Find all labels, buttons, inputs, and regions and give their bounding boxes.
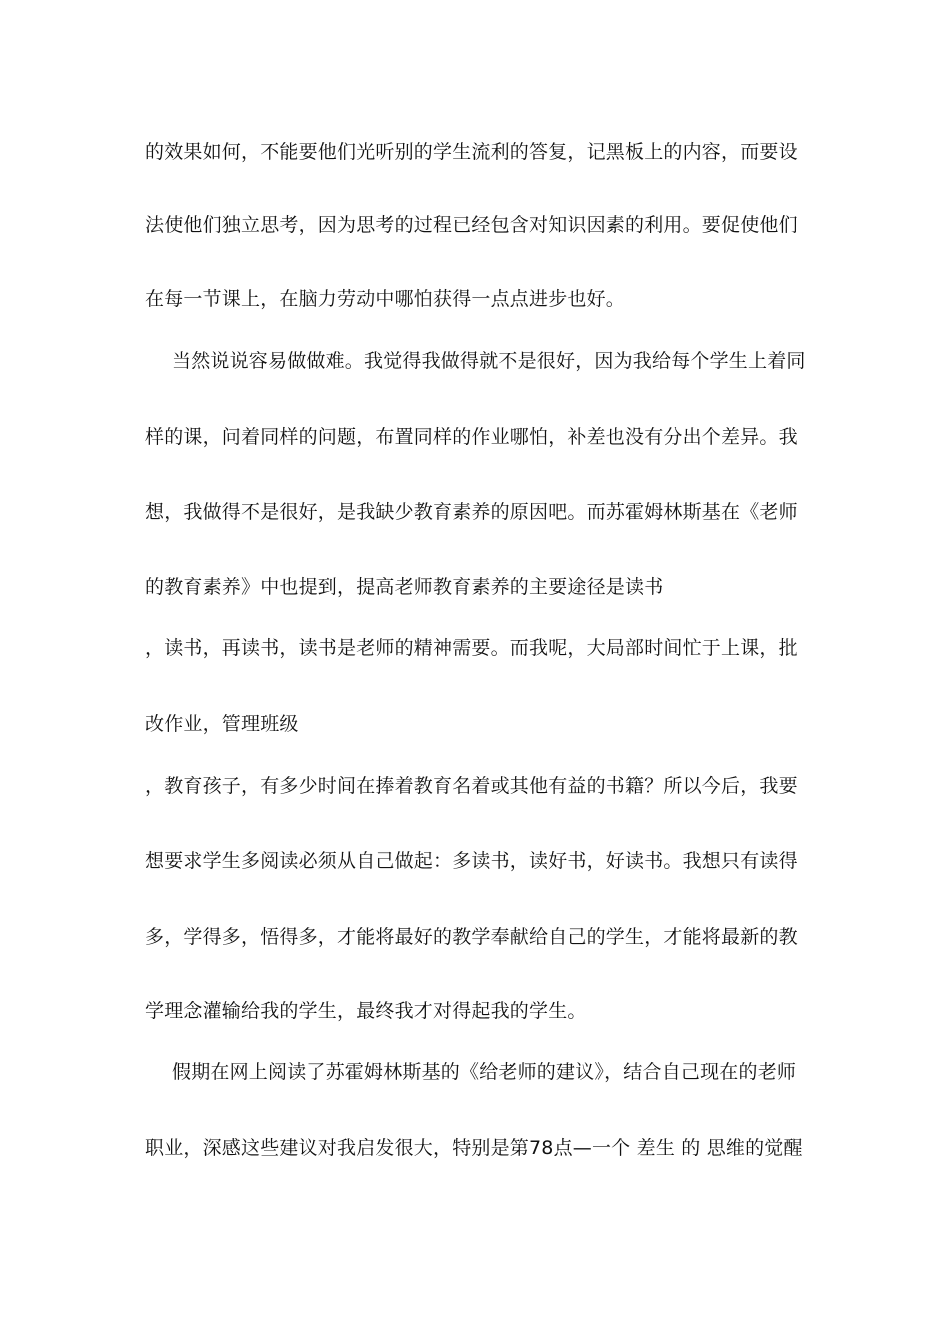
paragraph-start-line: 当然说说容易做做难。我觉得我做得就不是很好，因为我给每个学生上着同 [172, 350, 806, 372]
text-line: 改作业，管理班级 [145, 713, 299, 735]
text-line: 想，我做得不是很好，是我缺少教育素养的原因吧。而苏霍姆林斯基在《老师 [145, 501, 798, 523]
text-line: ，教育孩子，有多少时间在捧着教育名着或其他有益的书籍？所以今后，我要 [145, 775, 798, 797]
text-line: 法使他们独立思考，因为思考的过程已经包含对知识因素的利用。要促使他们 [145, 214, 798, 236]
text-line: 的效果如何，不能要他们光听别的学生流利的答复，记黑板上的内容，而要设 [145, 141, 798, 163]
text-line: 职业，深感这些建议对我启发很大，特别是第78点—一个 差生 的 思维的觉醒 [145, 1137, 803, 1159]
text-line: 想要求学生多阅读必须从自己做起：多读书，读好书，好读书。我想只有读得 [145, 850, 798, 872]
text-line: ，读书，再读书，读书是老师的精神需要。而我呢，大局部时间忙于上课，批 [145, 637, 798, 659]
paragraph-start-line: 假期在网上阅读了苏霍姆林斯基的《给老师的建议》，结合自己现在的老师 [172, 1061, 797, 1083]
text-line: 在每一节课上，在脑力劳动中哪怕获得一点点进步也好。 [145, 288, 626, 310]
text-line: 学理念灌输给我的学生，最终我才对得起我的学生。 [145, 1000, 587, 1022]
text-line: 样的课，问着同样的问题，布置同样的作业哪怕，补差也没有分出个差异。我 [145, 426, 798, 448]
text-line: 多，学得多，悟得多，才能将最好的教学奉献给自己的学生，才能将最新的教 [145, 926, 798, 948]
text-line: 的教育素养》中也提到，提高老师教育素养的主要途径是读书 [145, 576, 664, 598]
